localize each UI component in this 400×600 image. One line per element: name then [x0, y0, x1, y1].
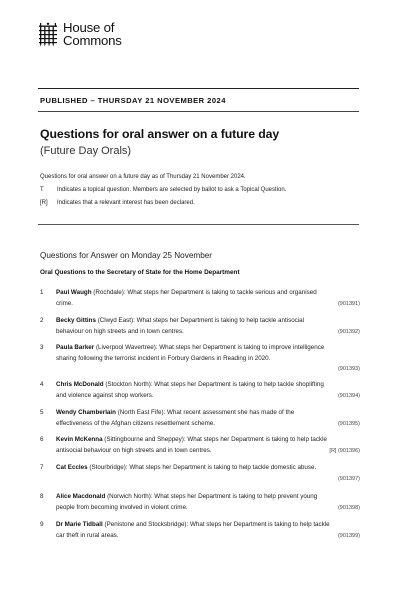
page-subtitle: (Future Day Orals): [40, 145, 132, 157]
logo-wordmark: [63, 22, 122, 47]
constituency: (Liverpool Wavertree): [94, 344, 156, 351]
question-reference: (901399): [337, 532, 360, 539]
constituency: (Sittingbourne and Sheppey): [102, 436, 184, 443]
member-name: Alice Macdonald: [56, 493, 106, 500]
section-title: Questions for Answer on Monday 25 November: [40, 251, 213, 260]
question-reference: (901398): [337, 504, 360, 511]
member-name: Cat Eccles: [56, 464, 88, 471]
question-text: [56, 288, 330, 309]
note-text: Indicates that a relevant interest has been declared.: [57, 200, 195, 206]
question-text: [56, 463, 330, 474]
note-key: T: [40, 187, 44, 193]
constituency: (North East Fife): [115, 409, 164, 416]
question-text: [56, 316, 330, 337]
question-item: [40, 463, 360, 482]
question-reference: (901397): [337, 475, 360, 482]
constituency: (Clwyd East): [95, 317, 134, 324]
question-number: 9: [40, 521, 44, 528]
top-rule: [38, 88, 359, 89]
question-item: [40, 492, 360, 513]
question-number: 7: [40, 464, 44, 471]
constituency: (Norwich North): [105, 493, 151, 500]
question-item: [40, 435, 360, 456]
member-name: Kevin McKenna: [56, 436, 103, 443]
constituency: (Stockton North): [103, 381, 151, 388]
member-name: Becky Gittins: [56, 317, 96, 324]
member-name: Paula Barker: [56, 344, 95, 351]
question-reference: (901392): [337, 328, 360, 335]
question-text: [56, 435, 330, 456]
question-item: [40, 343, 360, 373]
question-body: : What recent assessment she has made of the effectiveness of the Afghan citizens resettlement scheme.: [56, 409, 295, 427]
question-item: [40, 316, 360, 337]
question-number: 1: [40, 289, 44, 296]
section-subtitle: Oral Questions to the Secretary of State for the Home Department: [40, 269, 240, 276]
question-text: [56, 380, 330, 401]
member-name: Wendy Chamberlain: [56, 409, 116, 416]
logo-line-1: House of: [63, 20, 115, 35]
question-reference: (901393): [337, 366, 360, 373]
question-body: : What steps her Department is taking to help tackle antisocial behaviour on high streets and in town centres.: [56, 317, 305, 335]
question-body: : What steps her Department is taking to help tackle domestic abuse.: [125, 464, 317, 471]
published-date: PUBLISHED – THURSDAY 21 NOVEMBER 2024: [40, 96, 226, 105]
question-text: [56, 492, 330, 513]
question-number: 6: [40, 436, 44, 443]
house-of-commons-logo: [38, 22, 122, 47]
page-title: Questions for oral answer on a future day: [40, 127, 280, 141]
portcullis-icon: [38, 22, 58, 47]
member-name: Paul Waugh: [56, 289, 92, 296]
question-body: : What steps her Department is taking to tackle serious and organised crime.: [56, 289, 317, 307]
note-interest: [40, 200, 195, 206]
published-rule: [38, 111, 359, 112]
question-text: [56, 408, 330, 429]
question-item: [40, 380, 360, 401]
note-key: [R]: [40, 200, 48, 206]
question-number: 2: [40, 317, 44, 324]
question-reference: [R] (901396): [329, 447, 360, 454]
question-item: [40, 288, 360, 309]
constituency: (Stourbridge): [87, 464, 126, 471]
section-rule: [38, 224, 359, 225]
question-item: [40, 520, 360, 541]
member-name: Dr Marie Tidball: [56, 521, 103, 528]
intro-text: Questions for oral answer on a future day as of Thursday 21 November 2024.: [40, 174, 246, 180]
question-number: 8: [40, 493, 44, 500]
note-topical: [40, 187, 286, 193]
question-body: : What steps her Department is taking to help prevent young people from becoming involved in violent crime.: [56, 493, 318, 511]
question-body: : What steps her Department is taking to improve intelligence sharing following the terrorist incident in Forbury Gardens in Reading in 2020.: [56, 344, 325, 362]
question-number: 5: [40, 409, 44, 416]
question-number: 3: [40, 344, 44, 351]
constituency: (Penistone and Stocksbridge): [102, 521, 187, 528]
member-name: Chris McDonald: [56, 381, 104, 388]
question-body: : What steps her Department is taking to help tackle car theft in rural areas.: [56, 521, 330, 539]
question-reference: (901395): [337, 420, 360, 427]
logo-line-2: Commons: [63, 32, 122, 48]
note-text: Indicates a topical question. Members are selected by ballot to ask a Topical Question.: [57, 187, 287, 193]
question-text: [56, 343, 330, 364]
question-text: [56, 520, 330, 541]
question-reference: (901391): [337, 300, 360, 307]
question-body: : What steps her Department is taking to help tackle antisocial behaviour on high streets and in town centres.: [56, 436, 327, 454]
constituency: (Rochdale): [91, 289, 124, 296]
question-body: : What steps her Department is taking to help tackle shoplifting and violence against shop workers.: [56, 381, 324, 399]
question-number: 4: [40, 381, 44, 388]
question-item: [40, 408, 360, 429]
question-reference: (901394): [337, 392, 360, 399]
